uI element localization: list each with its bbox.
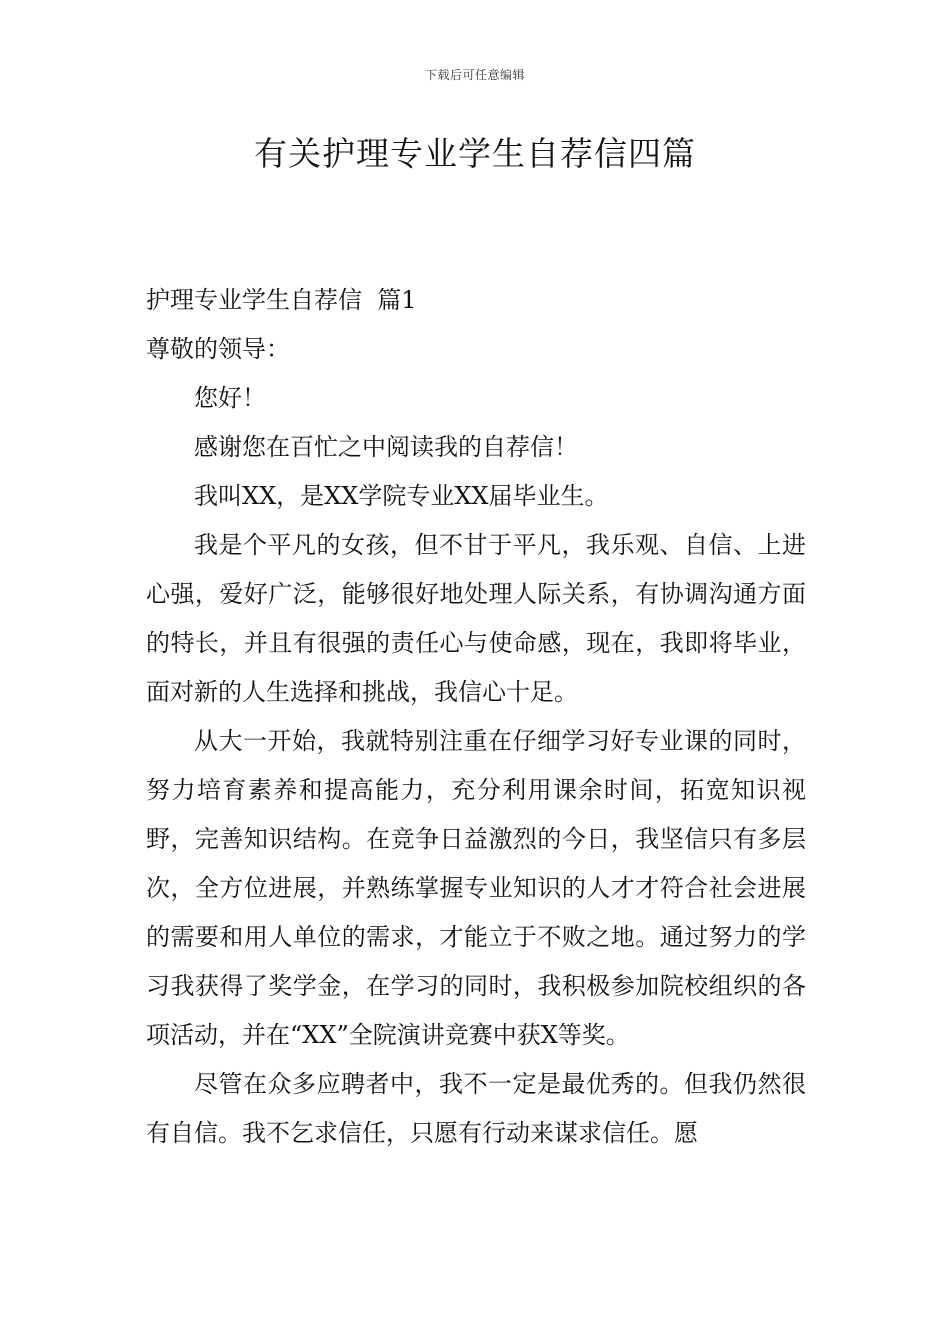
section-heading: 护理专业学生自荐信 篇1 — [146, 286, 417, 314]
paragraph-study: 从大一开始，我就特别注重在仔细学习好专业课的同时，努力培育素养和提高能力，充分利用课余时间，拓宽知识视野，完善知识结构。在竞争日益激烈的今日，我坚信只有多层次，全方位进展，并熟练掌握专业知识的人才才符合社会进展的需要和用人单位的需求，才能立于不败之地。通过努力的学习我获得了奖学金，在学习的同时，我积极参加院校组织的各项活动，并在“XX”全院演讲竞赛中获X等奖。 — [146, 727, 806, 1049]
paragraph-greeting: 您好！ — [194, 384, 266, 412]
header-note: 下载后可任意编辑 — [424, 68, 525, 82]
document-title: 有关护理专业学生自荐信四篇 — [254, 134, 696, 173]
paragraph-confidence: 尽管在众多应聘者中，我不一定是最优秀的。但我仍然很有自信。我不乞求信任，只愿有行动来谋求信任。愿 — [146, 1070, 806, 1147]
paragraph-intro: 我叫XX，是XX学院专业XX届毕业生。 — [194, 482, 609, 510]
paragraph-personality: 我是个平凡的女孩，但不甘于平凡，我乐观、自信、上进心强，爱好广泛，能够很好地处理人际关系，有协调沟通方面的特长，并且有很强的责任心与使命感，现在，我即将毕业，面对新的人生选择和挑战，我信心十足。 — [146, 531, 806, 706]
paragraph-thanks: 感谢您在百忙之中阅读我的自荐信！ — [194, 433, 578, 461]
document-body — [146, 276, 806, 1158]
salutation: 尊敬的领导： — [146, 335, 290, 363]
